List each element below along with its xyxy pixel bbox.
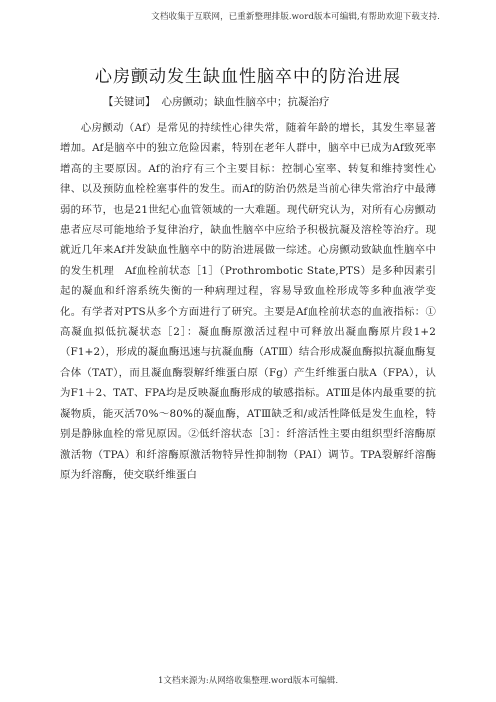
document-title: 心房颤动发生缺血性脑卒中的防治进展 bbox=[95, 67, 401, 87]
page-footer: 1文档来源为:从网络收集整理.word版本可编辑. bbox=[157, 676, 339, 686]
keywords-label: 【关键词】 bbox=[103, 96, 156, 108]
page-header: 文档收集于互联网，已重新整理排版.word版本可编辑,有帮助欢迎下载支持. bbox=[151, 12, 440, 22]
keywords-line bbox=[103, 94, 330, 109]
keywords-value: 心房颤动；缺血性脑卒中；抗凝治疗 bbox=[161, 96, 330, 108]
body-paragraph: 心房颤动（Af）是常见的持续性心律失常，随着年龄的增长，其发生率显著增加。Af是脑卒中的独立危险因素，特别在老年人群中，脑卒中已成为Af致死率增高的主要原因。Af的治疗有三个主要目标：控制心室率、转复和维持窦性心律、以及预防血栓栓塞事件的发生。而Af的防治仍然是当前心律失常治疗中最薄弱的环节，也是21世纪心血管领域的一大难题。现代研究认为，对所有心房颤动患者应尽可能地给予复律治疗，缺血性脑卒中应给予积极抗凝及溶栓等治疗。现就近几年来Af并发缺血性脑卒中的防治进展做一综述。心房颤动致缺血性脑卒中的发生机理 Af血栓前状态［1］（Prothrombotic State,PTS）是多种因素引起的凝血和纤溶系统失衡的一种病理过程，容易导致血栓形成等多种血液学变化。有学者对PTS从多个方面进行了研究。主要是Af血栓前状态的血液指标：①高凝血拟低抗凝状态［2］：凝血酶原激活过程中可释放出凝血酶原片段1+2（F1+2），形成的凝血酶迅速与抗凝血酶（ATⅢ）结合形成凝血酶拟抗凝血酶复合体（TAT），而且凝血酶裂解纤维蛋白原（Fg）产生纤维蛋白肽A（FPA），认为F1＋2、TAT、FPA均是反映凝血酶形成的敏感指标。ATⅢ是体内最重要的抗凝物质，能灭活70%～80%的凝血酶，ATⅢ缺乏和/或活性降低是发生血栓，特别是静脉血栓的常见原因。②低纤溶状态［3］：纤溶活性主要由组织型纤溶酶原激活物（TPA）和纤溶酶原激活物特异性抑制物（PAI）调节。TPA裂解纤溶酶原为纤溶酶，使交联纤维蛋白 bbox=[60, 122, 436, 481]
